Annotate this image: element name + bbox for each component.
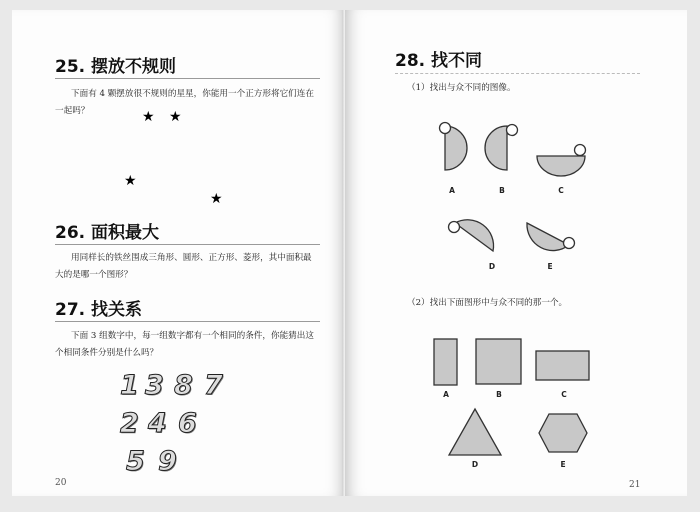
puzzle-digit: 9	[158, 446, 177, 477]
shape-e-label: E	[560, 460, 566, 469]
puzzle-digit: 1	[120, 370, 139, 401]
puzzle-26-title: 26. 面积最大	[55, 223, 160, 243]
puzzle-27-text: 下面 3 组数字中，每一组数字都有一个相同的条件，你能猜出这个相同条件分别是什么吗？	[55, 331, 314, 358]
puzzle-digit: 8	[174, 370, 193, 401]
figure-a-shape	[433, 118, 473, 178]
figure-c-label: C	[558, 186, 564, 195]
figure-b-label: B	[499, 186, 505, 195]
puzzle-digit: 6	[178, 408, 197, 439]
square-shape	[475, 338, 523, 386]
puzzle-26-text: 用同样长的铁丝围成三角形、圆形、正方形、菱形，其中面积最大的是哪一个图形？	[55, 253, 312, 280]
puzzle-digit: 7	[204, 370, 223, 401]
figure-d-label: D	[488, 262, 496, 271]
tall-rectangle-shape	[433, 338, 459, 386]
figure-b-shape	[483, 118, 523, 178]
question-1-text: （1）找出与众不同的图像。	[407, 83, 516, 93]
triangle-shape	[447, 407, 503, 457]
puzzle-27-title: 27. 找关系	[55, 300, 143, 320]
star-icon: ★	[124, 173, 137, 189]
title-rule	[55, 321, 320, 322]
puzzle-digit: 2	[120, 408, 139, 439]
shape-d-label: D	[471, 460, 479, 469]
star-icon: ★	[142, 109, 155, 125]
shape-c-label: C	[561, 390, 567, 399]
wide-rectangle-shape	[535, 350, 591, 382]
figure-e-label: E	[547, 262, 553, 271]
title-rule	[395, 73, 640, 74]
title-rule	[55, 78, 320, 79]
figure-a-label: A	[449, 186, 455, 195]
page-number: 21	[629, 480, 641, 490]
star-icon: ★	[210, 191, 223, 207]
title-rule	[55, 244, 320, 245]
puzzle-digit: 3	[145, 370, 164, 401]
left-page	[12, 10, 345, 496]
question-2-text: （2）找出下面图形中与众不同的那一个。	[407, 298, 568, 308]
right-page	[345, 10, 687, 496]
figure-c-shape	[533, 138, 591, 178]
puzzle-digit: 5	[126, 446, 145, 477]
puzzle-25-title: 25. 摆放不规则	[55, 57, 177, 77]
star-icon: ★	[169, 109, 182, 125]
page-number: 20	[55, 478, 67, 488]
puzzle-28-title: 28. 找不同	[395, 51, 483, 71]
shape-b-label: B	[496, 390, 502, 399]
puzzle-digit: 4	[148, 408, 167, 439]
figure-d-shape	[445, 215, 497, 257]
hexagon-shape	[537, 412, 589, 454]
puzzle-25-text: 下面有 4 颗摆放很不规则的星星，你能用一个正方形将它们连在一起吗？	[55, 89, 314, 116]
shape-a-label: A	[443, 390, 449, 399]
figure-e-shape	[525, 215, 579, 257]
